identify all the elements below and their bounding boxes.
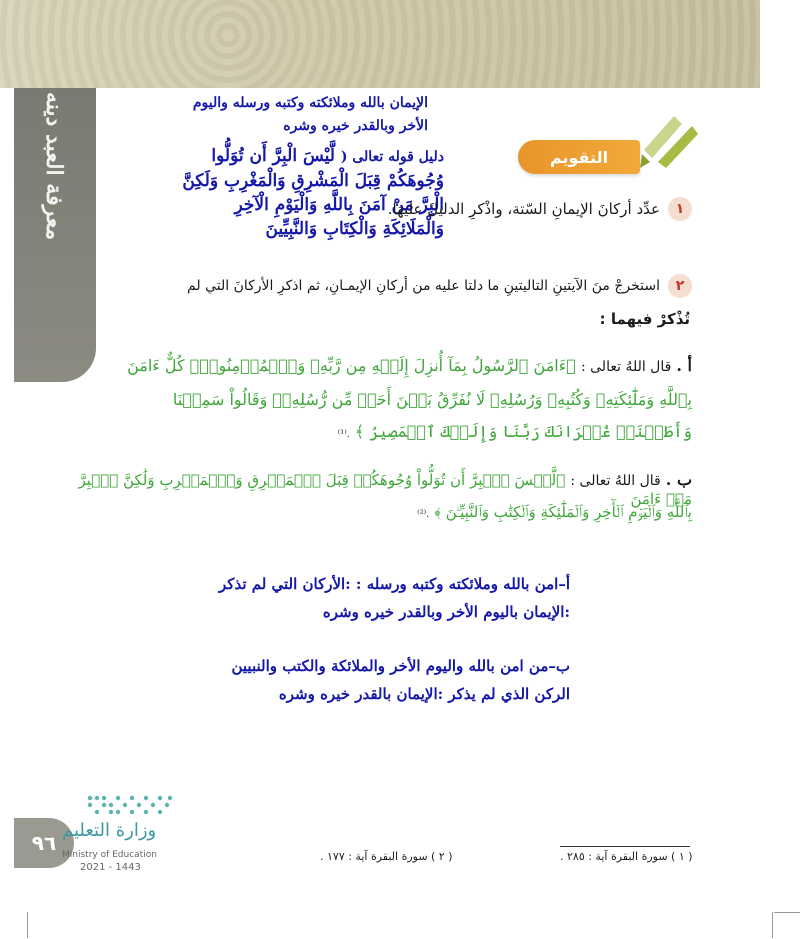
answer-q1-verse (34, 144, 444, 241)
verse-b-intro: قال اللهُ تعالى : (570, 473, 661, 489)
footnote-2: ( ٢ ) سورة البقرة آية : ١٧٧ . (320, 850, 453, 863)
verse-b-text-2: بِٱللَّهِ وَٱلۡيَوۡمِ ٱلۡأٓخِرِ وَٱلۡمَلَٰٓئِكَةِ وَٱلۡكِتَٰبِ وَٱلنَّبِيِّـۧنَ ﴾ (434, 503, 692, 521)
answer-q2-b-line2: الركن الذي لم يذكر :الإيمان بالقدر خيره وشره (278, 685, 570, 703)
ministry-year: 2021 - 1443 (80, 862, 141, 873)
question-number-2: ٢ (668, 274, 692, 298)
question-2-line2: تُذْكرْ فيهما : (599, 310, 690, 328)
answer-q1-line6: وَالْمَلَائِكَةِ وَالْكِتَابِ وَالنَّبِيِّينَ (265, 219, 444, 239)
chapter-title: معرفة العبد دينه (41, 92, 67, 241)
answer-q1-line2: الأخر وبالقدر خيره وشره (283, 118, 428, 134)
answer-q1-line1: الإيمان بالله وملائكته وكتبه ورسله واليوم (192, 95, 428, 111)
verse-a-ref: .⁽¹⁾ (337, 429, 350, 440)
verse-a-intro: قال اللهُ تعالى : (580, 359, 672, 375)
top-banner (0, 0, 760, 88)
answer-q1-top (68, 92, 428, 138)
verse-a-line2: بِٱللَّهِ وَمَلَٰٓئِكَتِهِۦ وَكُتُبِهِۦ وَرُسُلِهِۦ لَا نُفَرِّقُ بَيۡنَ أَحَدٖ مِّن رُّسُلِهِۦۚ وَقَالُواْ سَمِعۡنَا (172, 390, 692, 409)
verse-b-text-1: ﴿لَّيۡسَ ٱلۡبِرَّ أَن تُوَلُّواْ وُجُوهَكُمۡ قِبَلَ ٱلۡمَشۡرِقِ وَٱلۡمَغۡرِبِ وَلَٰكِنَّ ٱلۡبِرَّ مَنۡ ءَامَنَ (78, 471, 692, 508)
evaluation-tab: التقويم (518, 140, 640, 174)
crop-mark (772, 912, 773, 938)
verse-b-label: ب . (665, 470, 692, 489)
verse-b-ref: .⁽²⁾ (417, 509, 430, 520)
verse-a-line3 (72, 422, 692, 441)
answer-q2-a-line2: :الإيمان باليوم الأخر وبالقدر خيره وشره (322, 603, 570, 621)
question-2-line1: استخرجْ منَ الآيتينِ التاليتينِ ما دلتا عليه من أركانِ الإيمـانِ، ثم اذكرِ الأركانَ التي لم (187, 278, 660, 294)
ministry-name-en: Ministry of Education (62, 850, 157, 860)
footnote-rule (560, 846, 690, 847)
answer-q1-line3: دليل قوله تعالى ( لَّيْسَ الْبِرَّ أَن تُوَلُّوا (211, 146, 444, 166)
question-number-1: ١ (668, 197, 692, 221)
answer-q2-a (50, 570, 570, 626)
top-banner-margin (760, 0, 800, 88)
pen-nib-icon (640, 110, 702, 170)
verse-a-line1 (72, 356, 692, 375)
question-1-text: عدِّد أركانَ الإيمانِ السّتة، واذْكرِ الدليلَ عليهَا. (387, 200, 660, 218)
answer-q2-b (50, 652, 570, 708)
answer-q2-a-line1: أ–امن بالله وملائكته وكتبه ورسله : :الأركان التي لم تذكر (219, 575, 570, 593)
verse-a-text-1: ﴿ءَامَنَ ٱلرَّسُولُ بِمَآ أُنزِلَ إِلَيۡهِ مِن رَّبِّهِۦ وَٱلۡمُؤۡمِنُونَۚ كُلٌّ ءَامَنَ (127, 356, 576, 375)
verse-b-line2 (52, 502, 692, 521)
answer-q1-line4: وُجُوهَكُمْ قِبَلَ الْمَشْرِقِ وَالْمَغْرِبِ وَلَكِنَّ (182, 171, 444, 191)
footnote-1: ( ١ ) سورة البقرة آية : ٢٨٥ . (560, 850, 693, 863)
answer-q2-b-line1: ب–من امن بالله واليوم الأخر والملائكة والكتب والنبيين (231, 657, 570, 675)
verse-a-label: أ . (676, 356, 692, 375)
crop-mark (774, 912, 800, 913)
page-number: ٩٦ (14, 818, 74, 868)
crop-mark (27, 912, 28, 938)
ministry-logo-icon (84, 792, 176, 818)
answer-q1-line5: الْبِرَّ مَنْ آمَنَ بِاللَّهِ وَالْيَوْمِ الْآخِرِ (234, 195, 444, 215)
verse-a-text-3: وَأَطَعۡنَاۖ غُفۡرَانَكَ رَبَّنَا وَإِلَيۡكَ ٱلۡمَصِيرُ ﴾ (354, 422, 692, 441)
ministry-name: وزارة التعليم (62, 820, 157, 841)
